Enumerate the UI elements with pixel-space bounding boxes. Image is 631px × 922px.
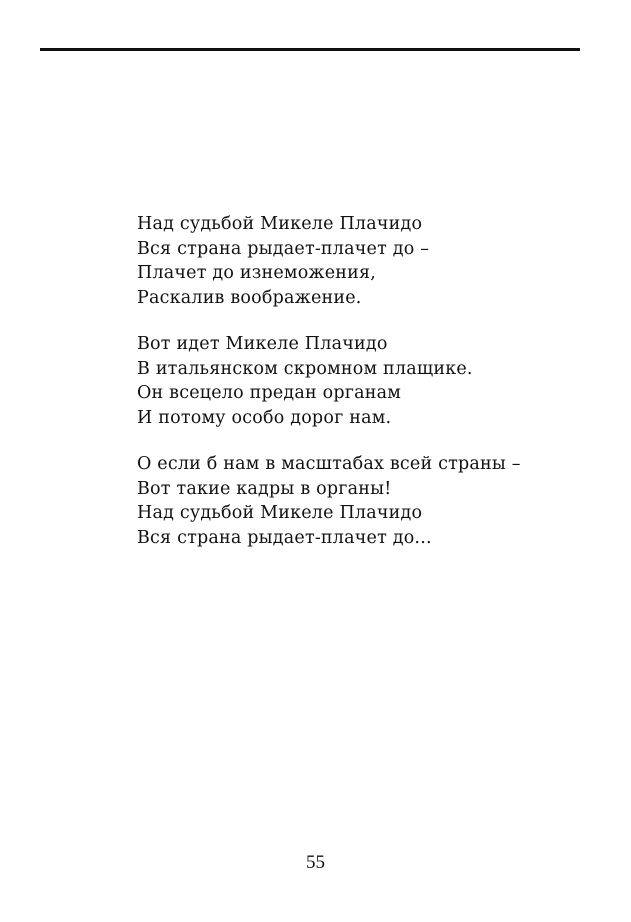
poem-line: Вся страна рыдает-плачет до... xyxy=(137,527,432,548)
stanza-2 xyxy=(137,332,617,430)
poem-line: Вот такие кадры в органы! xyxy=(137,478,392,499)
poem-line: Над судьбой Микеле Плачидо xyxy=(137,503,423,523)
poem-line: Раскалив воображение. xyxy=(137,287,362,308)
poem-line: Над судьбой Микеле Плачидо xyxy=(137,214,423,234)
poem-line: И потому особо дорог нам. xyxy=(137,407,392,428)
top-rule xyxy=(40,48,580,51)
poem-line: Он всецело предан органам xyxy=(137,383,402,403)
stanza-3 xyxy=(137,452,617,550)
poem-line: Плачет до изнеможения, xyxy=(137,263,377,283)
poem-line: Вот идет Микеле Плачидо xyxy=(137,334,388,354)
poem-line: Вся страна рыдает-плачет до – xyxy=(137,238,430,259)
stanza-1 xyxy=(137,212,617,310)
poem-line: О если б нам в масштабах всей страны – xyxy=(137,454,521,474)
page-number: 55 xyxy=(306,852,325,873)
poem-line: В итальянском скромном плащике. xyxy=(137,358,473,379)
poem xyxy=(137,212,617,572)
